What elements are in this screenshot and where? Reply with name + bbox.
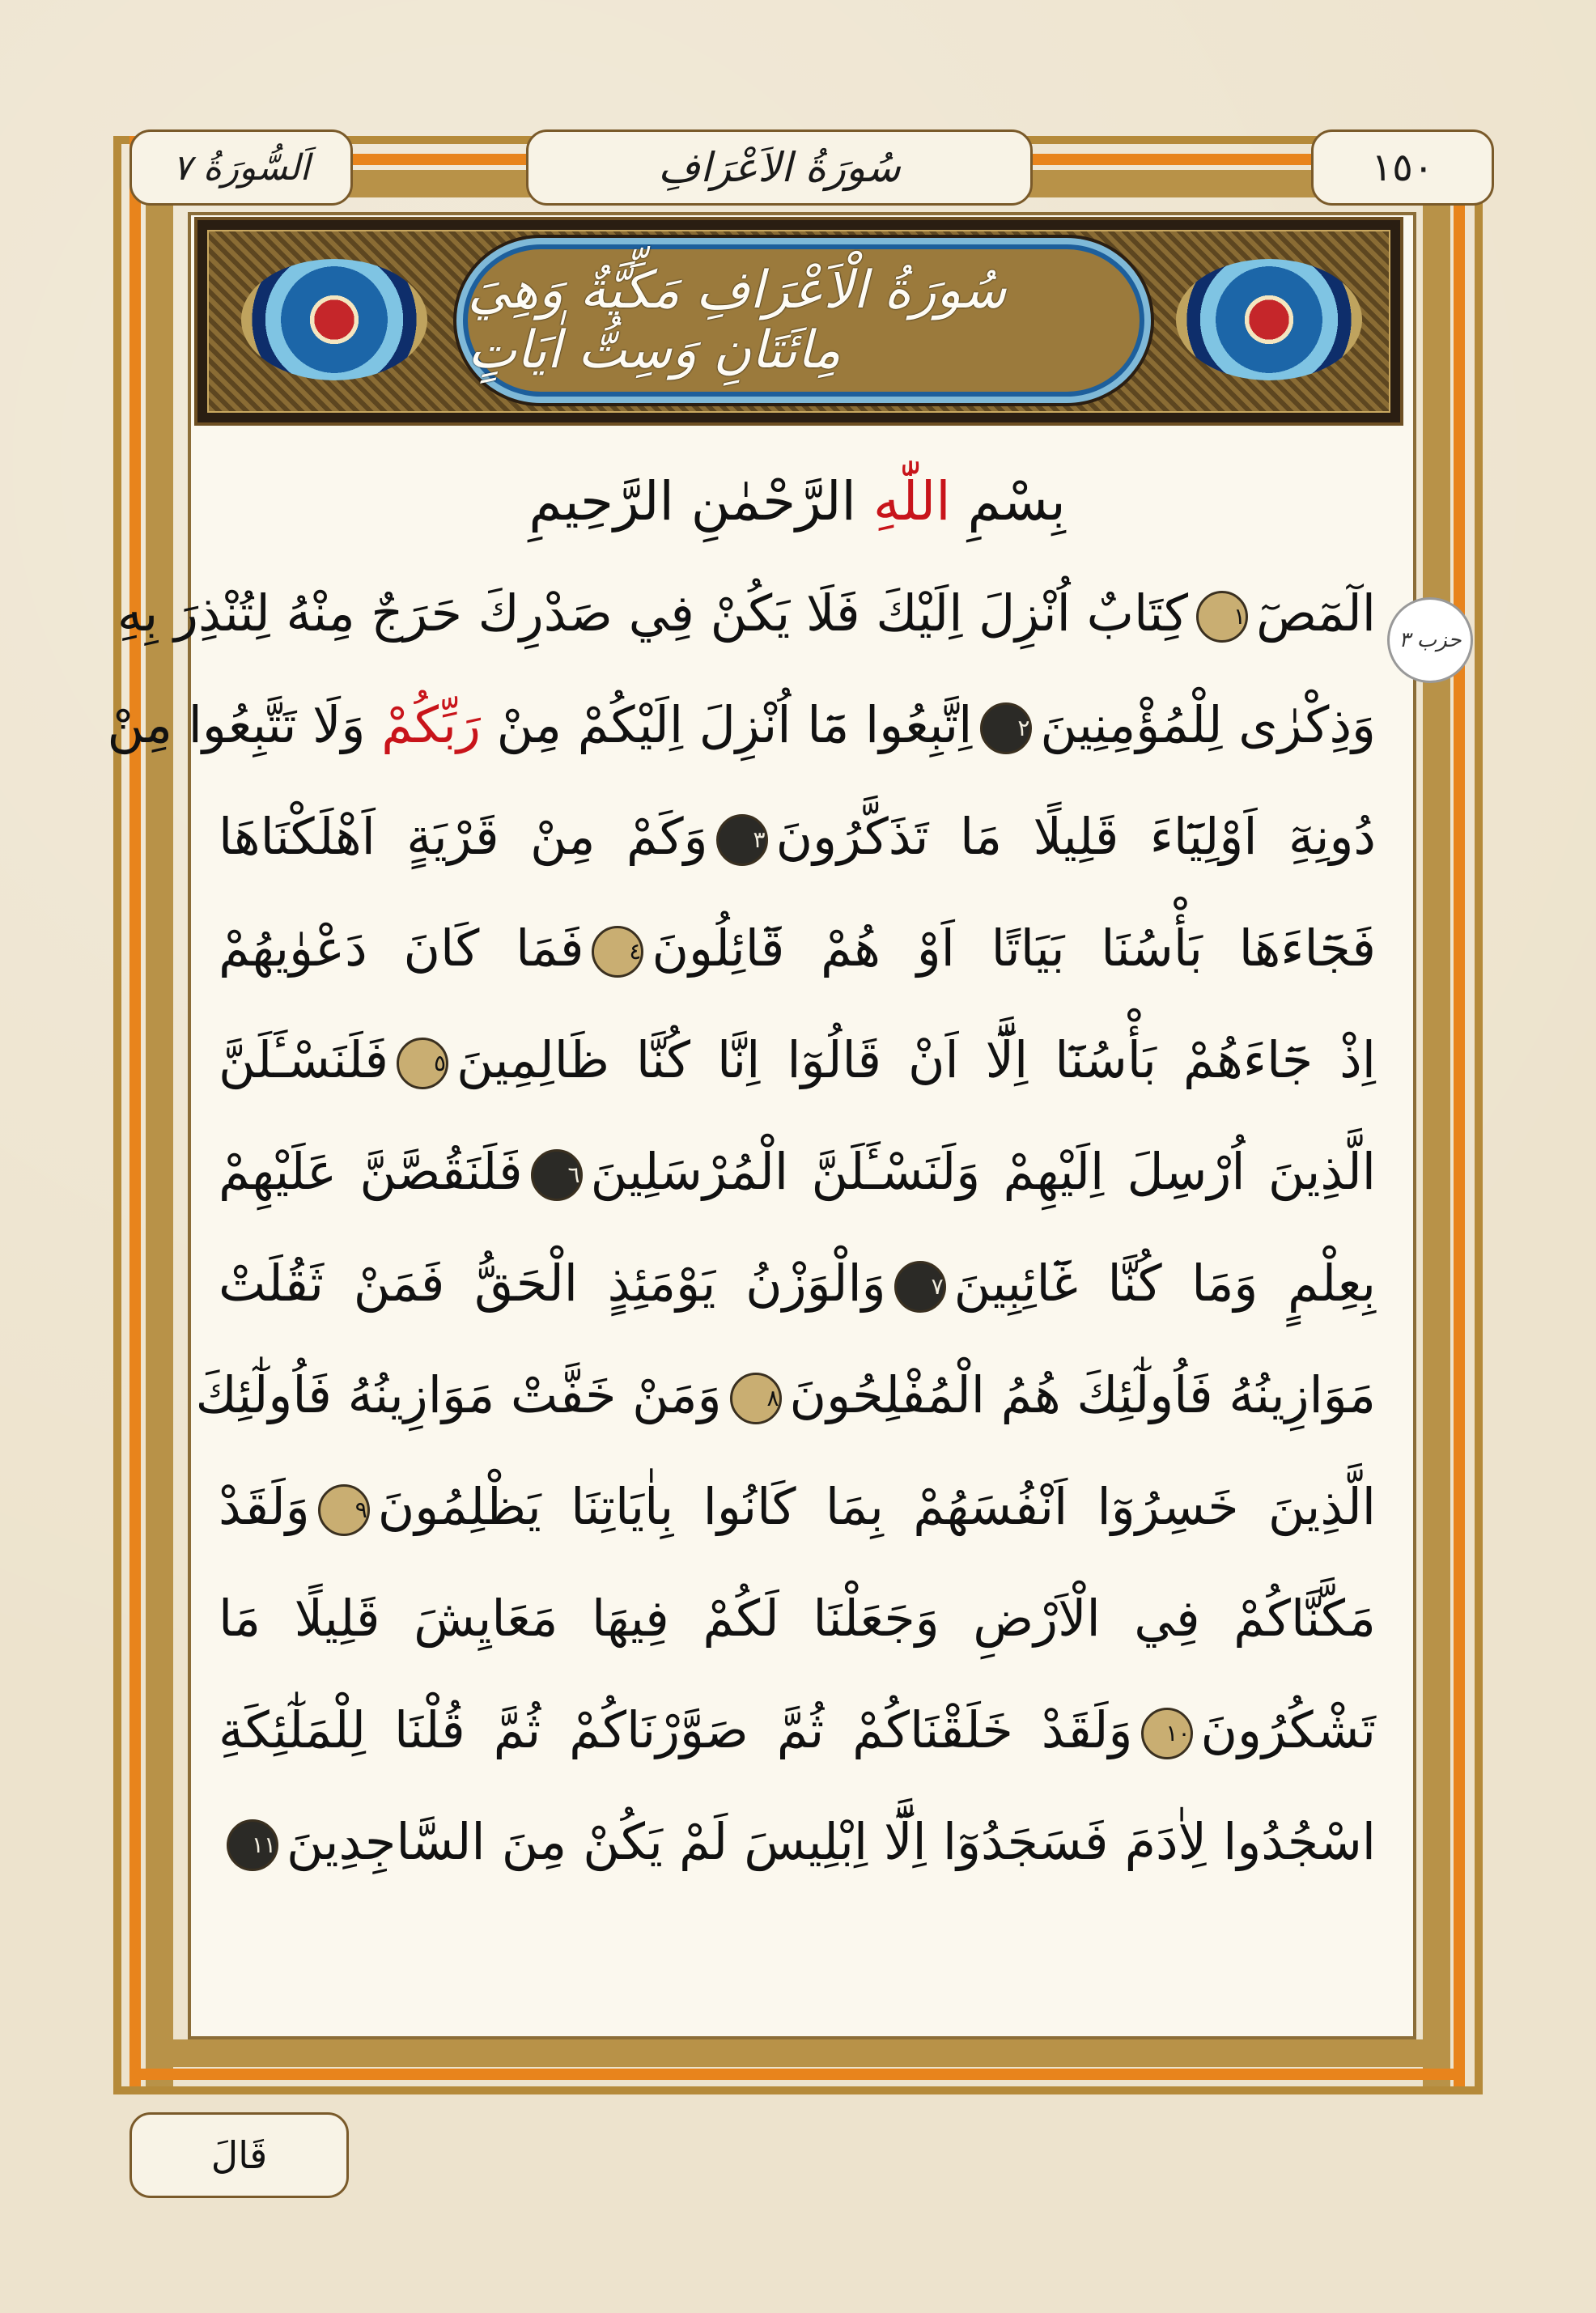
surah-banner	[194, 217, 1403, 426]
verse-text: وَالْوَزْنُ يَوْمَئِذٍ الْحَقُّ فَمَنْ ثَقُلَتْ	[219, 1254, 886, 1313]
basmala-text: بِسْمِ	[950, 470, 1066, 533]
verse-text-red: رَبِّكُمْ	[381, 695, 481, 754]
banner-ornament	[207, 230, 1390, 413]
ayah-number-marker: ٤	[592, 926, 643, 978]
ayah-number-marker: ٨	[730, 1373, 782, 1424]
ayah-number-marker: ٢	[980, 702, 1032, 754]
basmala	[219, 453, 1376, 550]
verse-text: اِتَّبِعُوا مَٓا اُنْزِلَ اِلَيْكُمْ مِنْ	[496, 695, 973, 754]
verse-text: بِعِلْمٍ وَمَا كُنَّا غَٓائِبِينَ	[953, 1254, 1376, 1313]
basmala-allah: اللّٰهِ	[872, 470, 951, 533]
frame-border	[146, 2039, 1450, 2067]
verse-line-6	[219, 1123, 1376, 1220]
catchword: قَالَ	[129, 2112, 349, 2198]
verse-line-7	[219, 1235, 1376, 1332]
frame-border	[113, 2086, 1483, 2094]
verse-text: فَلَنَسْـَٔلَنَّ	[219, 1030, 389, 1089]
verse-line-12	[219, 1793, 1376, 1891]
verse-text: الَّذِينَ اُرْسِلَ اِلَيْهِمْ وَلَنَسْـَٔلَنَّ الْمُرْسَلِينَ	[590, 1142, 1376, 1201]
verse-text: وَلَقَدْ	[219, 1477, 310, 1536]
verse-line-5	[219, 1012, 1376, 1109]
verse-line-10	[219, 1570, 1376, 1667]
ayah-number-marker: ٩	[318, 1484, 370, 1536]
verse-line-9	[219, 1458, 1376, 1555]
verse-line-1	[117, 565, 1376, 662]
verse-line-8	[195, 1347, 1376, 1444]
hizb-marker-icon: حزب ٣	[1387, 597, 1473, 683]
page-number: ١٥٠	[1311, 129, 1494, 206]
surah-title-header: سُورَةُ الاَعْرَافِ	[526, 129, 1033, 206]
verse-text: وَلَا تَتَّبِعُوا مِنْ	[107, 695, 366, 754]
ayah-number-marker: ١٠	[1141, 1708, 1193, 1759]
frame-border	[129, 136, 141, 2094]
verse-line-3	[219, 788, 1376, 885]
verse-text: الَّذِينَ خَسِرُوٓا اَنْفُسَهُمْ بِمَا كَانُوا بِاٰيَاتِنَا يَظْلِمُونَ	[377, 1477, 1376, 1536]
ayah-number-marker: ٥	[397, 1038, 448, 1089]
verse-text: كِتَابٌ اُنْزِلَ اِلَيْكَ فَلَا يَكُنْ فِي صَدْرِكَ حَرَجٌ مِنْهُ لِتُنْذِرَ بِهِ	[117, 584, 1189, 643]
banner-cartouche	[468, 249, 1140, 392]
surah-number-header: اَلسُّورَةُ ٧	[129, 129, 353, 206]
ornament-medallion-icon	[241, 259, 427, 380]
frame-border	[146, 136, 173, 2094]
ayah-number-marker: ٧	[894, 1261, 946, 1313]
verse-text: تَشْكُرُونَ	[1200, 1700, 1376, 1759]
verse-line-4	[219, 900, 1376, 997]
verse-line-11	[219, 1682, 1376, 1779]
ayah-number-marker: ٦	[531, 1149, 583, 1201]
basmala-text: الرَّحْمٰنِ الرَّحِيمِ	[528, 470, 873, 533]
verse-text: وَكَمْ مِنْ قَرْيَةٍ اَهْلَكْنَاهَا	[219, 807, 708, 866]
frame-border	[1475, 136, 1483, 2094]
verse-text: فَجَٓاءَهَا بَأْسُنَا بَيَاتًا اَوْ هُمْ قَٓائِلُونَ	[652, 919, 1376, 978]
banner-title: سُورَةُ الْاَعْرَافِ مَكِّيَّةٌ وَهِيَ مِائَتَانِ وَسِتُّ اٰيَاتٍ	[468, 261, 1007, 380]
verse-line-2	[107, 677, 1376, 774]
ayah-number-marker: ٣	[716, 814, 768, 866]
frame-border	[1454, 136, 1465, 2094]
verse-text: فَلَنَقُصَّنَّ عَلَيْهِمْ	[219, 1142, 523, 1201]
ayah-number-marker: ١١	[227, 1819, 278, 1871]
verse-text: مَكَّنَّاكُمْ فِي الْاَرْضِ وَجَعَلْنَا لَكُمْ فِيهَا مَعَايِشَ قَلِيلًا مَا	[219, 1589, 1376, 1648]
ayah-number-marker: ١	[1196, 591, 1248, 643]
verse-text: دُونِهِٓ اَوْلِيَٓاءَ قَلِيلًا مَا تَذَكَّرُونَ	[775, 807, 1376, 866]
verse-text: الٓمٓصٓ	[1256, 584, 1376, 643]
verse-text: وَذِكْرٰى لِلْمُؤْمِنِينَ	[1040, 695, 1376, 754]
frame-border	[129, 2069, 1465, 2080]
verse-text: اسْجُدُوا لِاٰدَمَ فَسَجَدُوٓا اِلَّٓا اِبْلِيسَ لَمْ يَكُنْ مِنَ السَّاجِدِينَ	[287, 1812, 1376, 1871]
ornament-medallion-icon	[1176, 259, 1362, 380]
verse-text: اِذْ جَٓاءَهُمْ بَأْسُنَٓا اِلَّٓا اَنْ قَالُوٓا اِنَّا كُنَّا ظَالِمِينَ	[456, 1030, 1376, 1089]
frame-border	[1423, 136, 1450, 2094]
verse-text: وَلَقَدْ خَلَقْنَاكُمْ ثُمَّ صَوَّرْنَاكُمْ ثُمَّ قُلْنَا لِلْمَلٰٓئِكَةِ	[219, 1700, 1133, 1759]
verse-text: فَمَا كَانَ دَعْوٰيهُمْ	[219, 919, 584, 978]
verse-text: مَوَازِينُهُ فَاُولٰٓئِكَ هُمُ الْمُفْلِحُونَ	[789, 1365, 1376, 1424]
verse-text: وَمَنْ خَفَّتْ مَوَازِينُهُ فَاُولٰٓئِكَ	[195, 1365, 722, 1424]
frame-border	[113, 136, 121, 2094]
